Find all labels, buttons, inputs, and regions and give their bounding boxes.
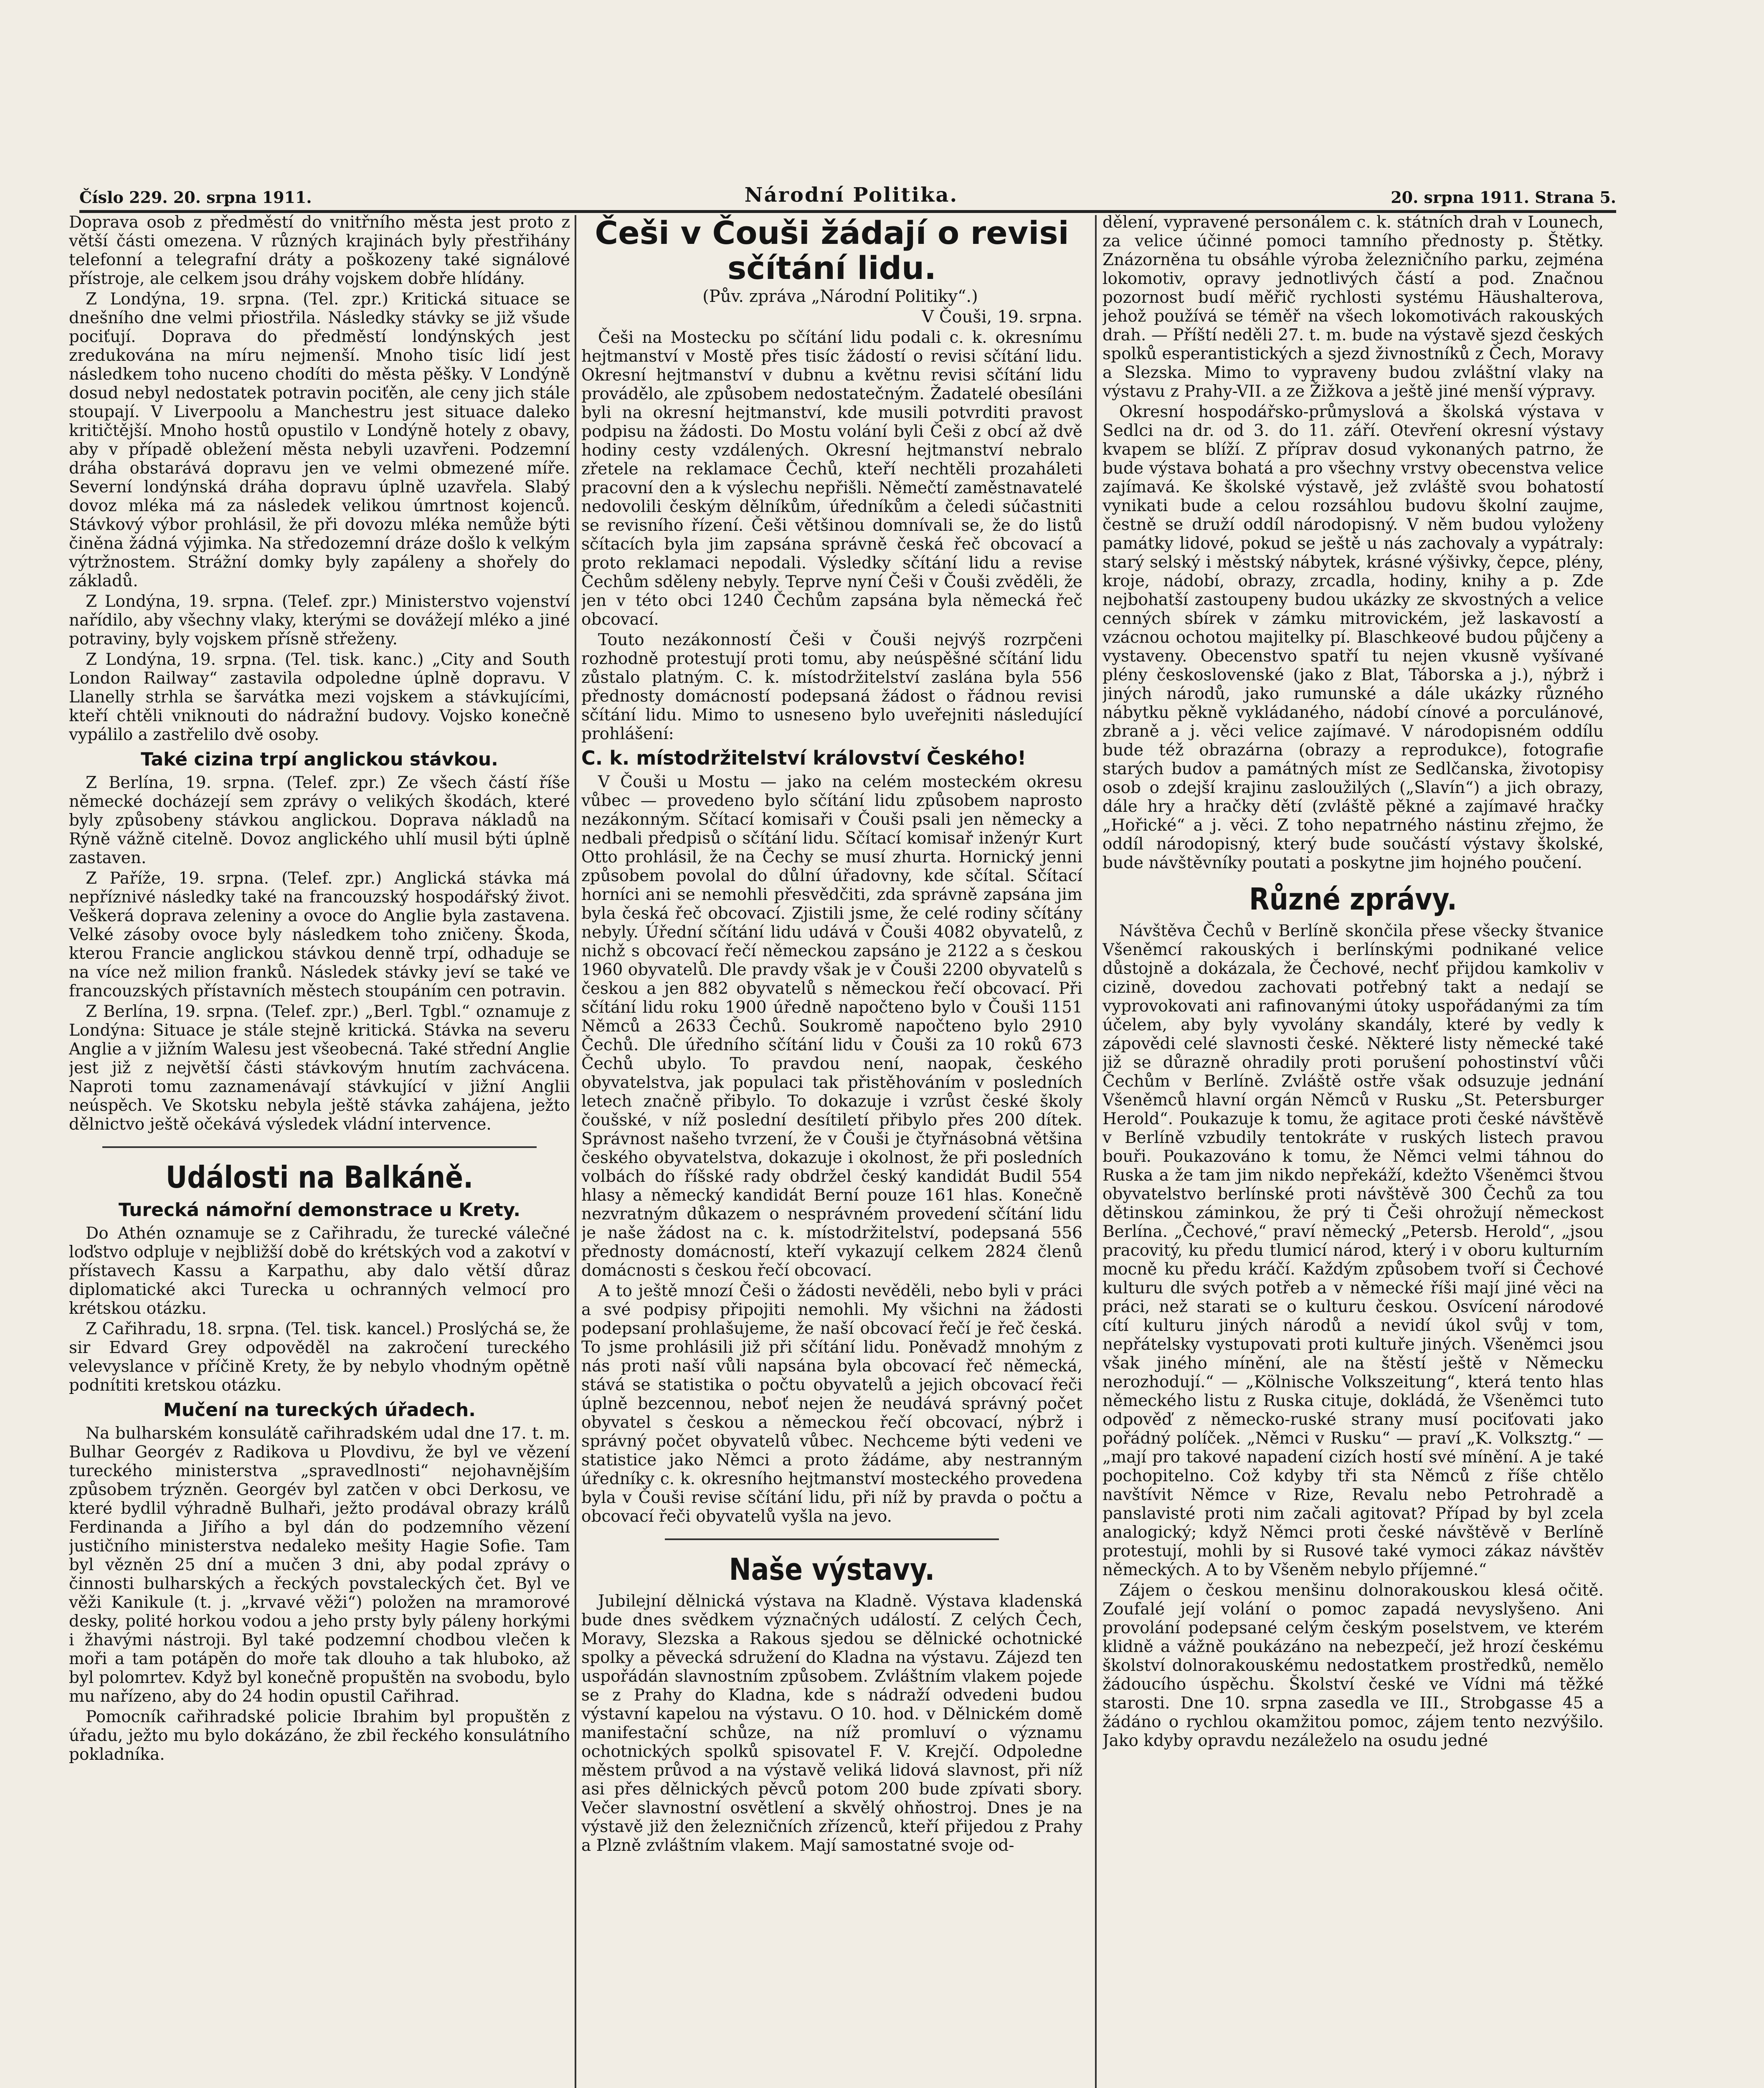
article-paragraph: Z Paříže, 19. srpna. (Telef. zpr.) Anglická stávka má nepříznivé následky také na francouzský hospodářský život. Veškerá doprava zeleniny a ovoce do Anglie byla zastavena. Velké zásoby ovoce byly následkem toho zničeny. Škoda, kterou Francie anglickou stávkou denně trpí, odhaduje se na více než milion franků. Následek stávky jeví se také ve francouzských přístavních městech stoupáním cen potravin. (69, 869, 570, 1001)
article-paragraph: Pomocník cařihradské policie Ibrahim byl propuštěn z úřadu, ježto mu bylo dokázáno, že zbil řeckého konsulátního pokladníka. (69, 1708, 570, 1764)
article-paragraph: Z Berlína, 19. srpna. (Telef. zpr.) Ze všech částí říše německé docházejí sem zprávy o velikých škodách, které byly způsobeny stávkou anglickou. Doprava nákladů na Rýně vážně citelně. Dovoz anglického uhlí musil býti úplně zastaven. (69, 773, 570, 867)
section-heading: Naše výstavy. (729, 1552, 935, 1587)
article-paragraph: Doprava osob z předměstí do vnitřního města jest proto z větší části omezena. V různých krajinách byly přestřihány telefonní a telegrafní dráty a poškozeny také signálové přístroje, ale celkem jsou dráhy vojskem dobře hlídány. (69, 213, 570, 288)
article-paragraph: Zájem o českou menšinu dolnorakouskou klesá očitě. Zoufalé její volání o pomoc zapadá nevyslyšeno. Ani provolání podepsané celým českým poselstvem, ve kterém klidně a vážně poukázáno na nebezpečí, jež hrozí českému školství dolnorakouskému nedostatkem prostředků, nemělo žádoucího úspěchu. Školství české ve Vídni má těžké starosti. Dne 10. srpna zasedla ve III., Strobgasse 45 a žádáno o rychlou okamžitou pomoc, zájem tento nezvýšilo. Jako kdyby opravdu nezáleželo na osudu jedné (1102, 1581, 1604, 1750)
article-paragraph: Jubilejní dělnická výstava na Kladně. Výstava kladenská bude dnes svědkem význačných událostí. Z celých Čech, Moravy, Slezska a Rakous sjedou se dělnické ochotnické spolky a pěvecká sdružení do Kladna na výstavu. Zájezd ten uspořádán slavnostním způsobem. Zvláštním vlakem pojede se z Prahy do Kladna, kde s nádraží odvedeni budou výstavní kapelou na výstavu. O 10. hod. v Dělnickém domě manifestační schůze, na níž promluví o významu ochotnických spolků spisovatel F. V. Krejčí. Odpoledne městem průvod a na výstavě veliká lidová slavnost, při níž asi přes dělnických pěvců potom 200 bude zpívati sbory. Večer slavnostní osvětlení a skvělý ohňostroj. Dnes je na výstavě již den železničních zřízenců, kteří přijedou z Prahy a Plzně zvláštním vlakem. Mají samostatné svoje od- (581, 1592, 1082, 1855)
article-paragraph: Návštěva Čechů v Berlíně skončila přese všecky štvanice Všeněmcí rakouských i berlínskými podnikané velice důstojně a dokázala, že Čechové, nechť přijdou kamkoliv v cizině, dovedou zachovati potřebný takt a nedají se vyprovokovati ani rafinovanými útoky uspořádanými za tím účelem, aby byly vyvolány skandály, které by vedly k zápovědi celé slavnosti české. Některé listy německé také již se důrazně ohradily proti porušení pohostinství vůči Čechům v Berlíně. Zvláště ostře však odsuzuje jednání Všeněmců hlavní orgán Němců v Rusku „St. Petersburger Herold“. Poukazuje k tomu, že agitace proti české návštěvě v Berlíně vzbudily tentokráte v ruských listech pravou bouři. Poukazováno k tomu, že Němci velmi táhnou do Ruska a že tam jim nikdo nepřekáží, kdežto Všeněmci štvou obyvatelstvo berlínské proti návštěvě 300 Čechů za tou dětinskou záminkou, že prý ti Češi ohrožují německost Berlína. „Čechové,“ praví německý „Petersb. Herold“, „jsou pracovitý, ku předu tlumicí národ, který i v oboru kulturním mocně ku předu kráčí. Každým způsobem tvoří si Čechové kulturu dle svých potřeb a v německé říši mají jiné věci na práci, než starati se o kulturu českou. Osvícení národové cítí kulturu jiných národů a nevidí úkol svůj v tom, nepřátelsky vystupovati proti kultuře jiných. Všeněmci jsou však jiného mínění, ale na štěstí ještě v Německu nerozhodují.“ — „Kölnische Volkszeitung“, která tento hlas německého listu z Ruska cituje, dokládá, že Všeněmci tuto odpověď z německo-ruské strany musí pociťovati jako pořádný políček. „Němci v Rusku“ — praví „K. Volksztg.“ — „mají pro takové napadení cizích hostí své mínění. A je také pochopitelno. Což kdyby tři sta Němců z říše chtělo navštívit Němce v Rize, Revalu nebo Petrohradě a panslavisté proti nim začali agitovat? Případ by byl zcela analogický; když Němci proti české návštěvě v Berlíně protestují, mohli by si Rusové také vymoci zákaz návštěv německých. A to by Všeněm nebylo příjemné.“ (1102, 922, 1604, 1579)
article-byline: (Pův. zpráva „Národní Politiky“.) (702, 287, 978, 306)
subheading: Turecká námořní demonstrace u Krety. (118, 1199, 521, 1221)
article-paragraph: Touto nezákonností Češi v Čouši nejvýš rozrpčeni rozhodně protestují proti tomu, aby neúspěšné sčítání lidu zůstalo platným. C. k. místodržitelství zaslána byla 556 přednosty domácností podepsaná žádost o řádnou revisi sčítání lidu. Mimo to usneseno bylo uveřejniti následující prohlášení: (581, 631, 1082, 743)
column-divider (575, 215, 576, 2088)
article-paragraph: V Čouši u Mostu — jako na celém mosteckém okresu vůbec — provedeno bylo sčítání lidu způsobem naprosto nezákonným. Sčítací komisaři v Čouši psali jen německy a nedbali předpisů o sčítání lidu. Sčítací komisař inženýr Kurt Otto prohlásil, že na Čechy se musí zhurta. Hornický jenni způsobem povolal do důlní úřadovny, kde sčítal. Sčítací horníci ani se nemohli přesvědčiti, zda správně zapsána jim byla česká řeč obcovací. Zjistili jsme, že celé rodiny sčítány nebyly. Úřední sčítání lidu udává v Čouši 4082 obyvatelů, z nichž s obcovací řečí německou zapsáno je 2122 a s českou 1960 obyvatelů. Dle pravdy však je v Čouši 2200 obyvatelů s českou a jen 882 obyvatelů s německou řečí obcovací. Při sčítání lidu roku 1900 úředně napočteno bylo v Čouši 1151 Němců a 2633 Čechů. Soukromě napočteno bylo 2910 Čechů. Dle úředního sčítání lidu v Čouši za 10 roků 673 Čechů ubylo. To pravdou není, naopak, českého obyvatelstva, jak populaci tak přistěhováním v posledních letech značně přibylo. To dokazuje i vzrůst české školy čoušské, v níž poslední desítiletí přibylo přes 200 dítek. Správnost našeho tvrzení, že v Čouši je čtyřnásobná většina českého obyvatelstva, dokazuje i okolnost, že při posledních volbách do říšské rady obdržel český kandidát Budil 554 hlasy a německý kandidát Berní pouze 161 hlas. Konečně nezvratným důkazem o nesprávném provedení sčítání lidu je naše žádost na c. k. místodržitelství, podepsaná 556 přednosty domácností, kteří vykazují celkem 2824 členů domácnosti s českou řečí obcovací. (581, 773, 1082, 1280)
article-paragraph: Z Londýna, 19. srpna. (Tel. zpr.) Kritická situace se dnešního dne velmi přiostřila. Následky stávky se již všude pociťují. Doprava do předměstí londýnských jest zredukována na míru nejmenší. Mnoho tisíc lidí jest následkem toho nuceno chodíti do města pěšky. V Londýně dosud nebyl nedostatek potravin pociťěn, ale ceny jich stále stoupají. V Liverpoolu a Manchestru jest situace daleko kritičtější. Mnoho hostů opustilo v Londýně hotely z obavy, aby v případě obležení města nebyli uzavřeni. Podzemní dráha obstarává dopravu jen ve velmi obmezené míře. Severní londýnská dráha dopravu úplně uzavřela. Slabý dovoz mléka má za následek velikou úmrtnost kojenců. Stávkový výbor prohlásil, že při dovozu mléka nemůže býti činěna žádná výjimka. Na středozemní dráze došlo k velkým výtržnostem. Strážní domky byly zapáleny a shořely do základů. (69, 290, 570, 590)
page-number: 20. srpna 1911. Strana 5. (1391, 188, 1616, 207)
column-divider (1095, 215, 1097, 2088)
article-paragraph: Z Londýna, 19. srpna. (Telef. zpr.) Ministerstvo vojenství nařídilo, aby všechny vlaky, kterými se dovážejí mléko a jiné potraviny, byly vojskem přísně střeženy. (69, 592, 570, 649)
article-paragraph: Z Londýna, 19. srpna. (Tel. tisk. kanc.) „City and South London Railway“ zastavila odpoledne úplně dopravu. V Llanelly strhla se šarvátka mezi vojskem a stávkujícími, kteří chtěli vniknouti do nádražní budovy. Vojsko konečně vypálilo a zastřelilo dvě osoby. (69, 650, 570, 744)
article-paragraph: A to ještě mnozí Češi o žádosti nevěděli, nebo byli v práci a své podpisy připojiti nemohli. My všichni na žádosti podepsaní prohlašujeme, že naší obcovací řečí je řeč česká. To jsme prohlásili již při sčítání lidu. Poněvadž mnohým z nás proti naší vůli napsána byla obcovací řeč německá, stává se statistika o počtu obyvatelů a jejich obcovací řeči úplně bezcennou, neboť nejen že neudává správný počet obyvatel s českou a německou řečí obcovací, nýbrž i správný počet obyvatelů vůbec. Nechceme býti vedeni ve statistice jako Němci a proto žádáme, aby nestranným úředníky c. k. okresního hejtmanství mosteckého provedena byla v Čouši revise sčítání lidu, při níž by pravda o počtu a obcovací řeči obyvatelů vyšla na jevo. (581, 1282, 1082, 1526)
article-paragraph: Okresní hospodářsko-průmyslová a školská výstava v Sedlci na dr. od 3. do 11. září. Otevření okresní výstavy kvapem se blíží. Z příprav dosud vykonaných patrno, že bude výstava bohatá a pro všechny vrstvy obecenstva velice zajímavá. Ke školské výstavě, jež zvláště svou bohatostí vynikati bude a celou rozsáhlou budovu školní zaujme, čestně se druží oddíl národopisný. V něm budou vyloženy památky lidové, pokud se ještě u nás zachovaly a vypátraly: starý selský i městský nábytek, krásné výšivky, čepce, plény, kroje, nádobí, obrazy, zrcadla, hodiny, knihy a p. Zde nejbohatší zastoupeny budou ukázky ze skvostných a velice cenných sbírek v zámku mitrovickém, jež laskavostí a vzácnou ochotou majitelky pí. Blaschkeové budou půjčeny a vystaveny. Obecenstvo spatří tu nejen vkusně vyšívané plény československé (jako z Blat, Táborska a j.), nýbrž i jiných národů, jako rumunské a dále ukázky různého nábytku pěkně vykládaného, nádobí cínové a porculánové, zbraně a j. věci velice zajímavé. V národopisném oddílu bude též obrazárna (obrazy a reprodukce), fotografie starých budov a památných míst ze Sedlčanska, životopisy osob o zdejší krajinu zasloužilých („Slavín“) a jich obrazy, dále hry a hračky dětí (zvláště pěkné a zajímavé hračky „Hořické“ a j. věci. Z toho nepatrného nástinu zřejmo, že oddíl národopisný, který bude součástí výstavy školské, bude návštěvníky poutati a poskytne jim hojného poučení. (1102, 403, 1604, 872)
article-paragraph: Z Cařihradu, 18. srpna. (Tel. tisk. kancel.) Proslýchá se, že sir Edvard Grey odpověděl na zakročení tureckého velevyslance v příčině Krety, že by nebylo vhodným opětně podnítiti kretskou otázku. (69, 1320, 570, 1395)
masthead-title: Národní Politika. (744, 183, 958, 207)
article-title: Češi v Čouši žádají o revisi sčítání lidu. (595, 214, 1069, 286)
article-paragraph: dělení, vypravené personálem c. k. státních drah v Lounech, za velice účinné pomoci tamního přednosty p. Štětky. Znázorněna tu obsáhle výroba železničního parku, zejména lokomotiv, opravy jednotlivých částí a pod. Značnou pozornost budí měřič rychlosti systému Häushalterova, jehož používá se téměř na všech lokomotivách rakouských drah. — Příští neděli 27. t. m. bude na výstavě sjezd českých spolků esperantistických a sjezd živnostníků z Čech, Moravy a Slezska. Mimo to vypraveny budou zvláštní vlaky na výstavu z Prahy-VII. a ze Žižkova a ještě jiné menší výpravy. (1102, 213, 1604, 401)
page-header (79, 182, 1616, 213)
article-paragraph: Do Athén oznamuje se z Cařihradu, že turecké válečné loďstvo odpluje v nejbližší době do krétských vod a zakotví v přístavech Kassu a Karpathu, aby dalo větší důraz diplomatické akci Turecka u ochranných velmocí pro krétskou otázku. (69, 1224, 570, 1318)
column-2 (581, 213, 1082, 2088)
article-paragraph: Na bulharském konsulátě cařihradském udal dne 17. t. m. Bulhar Georgév z Radikova u Plovdivu, že byl ve vězení tureckého ministerstva „spravedlnosti“ nejohavnějším způsobem trýzněn. Georgév byl zatčen v obci Derkosu, ve které bydlil výhradně Bulhaři, ježto prodával obrazy králů Ferdinanda a Jiřího a byl dán do podzemního vězení justičního ministerstva nedaleko mešity Hagie Sofie. Tam byl vězněn 25 dní a mučen 3 dni, aby podal zprávy o činnosti bulharských a řeckých povstaleckých čet. Byl ve věži Kanikule (t. j. „krvavé věži“) položen na mramorové desky, polité horkou vodou a jeho prsty byly páleny horkými i žhavými nástroji. Byl také podzemní chodbou vlečen k moři a tam potápěn do moře tak dlouho a tak hluboko, až byl polomrtev. Když byl konečně propuštěn na svobodu, bylo mu nařízeno, aby do 24 hodin opustil Cařihrad. (69, 1424, 570, 1706)
declaration-heading: C. k. místodržitelství království Českého! (581, 747, 1026, 769)
article-paragraph: Z Berlína, 19. srpna. (Telef. zpr.) „Berl. Tgbl.“ oznamuje z Londýna: Situace je stále stejně kritická. Stávka na severu Anglie a v jižním Walesu jest všeobecná. Také střední Anglie jest již z největší části stávkovým hnutím zachvácena. Naproti tomu zaznamenávají stávkující v jižní Anglii neúspěch. Ve Skotsku nebyla ještě stávka zahájena, ježto dělnictvo ještě očekává výsledek vládní intervence. (69, 1002, 570, 1134)
article-paragraph: Češi na Mostecku po sčítání lidu podali c. k. okresnímu hejtmanství v Mostě přes tisíc žádostí o revisi sčítání lidu. Okresní hejtmanství v dubnu a květnu revisi sčítání lidu provádělo, ale způsobem nedostatečným. Žadatelé obesíláni byli na okresní hejtmanství, kde musili potvrditi pravost podpisu na žádosti. Do Mostu volání byli Češi z obcí až dvě hodiny cesty vzdálených. Okresní hejtmanství nebralo zřetele na reklamace Čechů, kteří nechtěli prozaháleti pracovní den a k výslechu nepřišli. Němečtí zaměstnavatelé nedovolili českým dělníkům, úředníkům a čeledi súčastniti se revisního řízení. Češi většinou domnívali se, že do listů sčítacích byla jim zapsána správně česká řeč obcovací a proto reklamaci nepodali. Výsledky sčítání lidu a revise Čechům sděleny nebyly. Teprve nyní Češi v Čouši zvěděli, že jen v této obci 1240 Čechům zapsána byla německá řeč obcovací. (581, 328, 1082, 629)
issue-number: Číslo 229. 20. srpna 1911. (79, 188, 312, 207)
subheading: Mučení na tureckých úřadech. (163, 1399, 476, 1421)
column-1 (69, 213, 570, 2088)
column-3 (1102, 213, 1604, 2088)
section-divider (102, 1146, 537, 1148)
section-heading: Různé zprávy. (1249, 882, 1457, 917)
subheading: Také cizina trpí anglickou stávkou. (141, 749, 498, 770)
article-dateline: V Čouši, 19. srpna. (922, 307, 1082, 327)
section-divider (665, 1538, 999, 1540)
section-heading: Události na Balkáně. (165, 1160, 474, 1195)
